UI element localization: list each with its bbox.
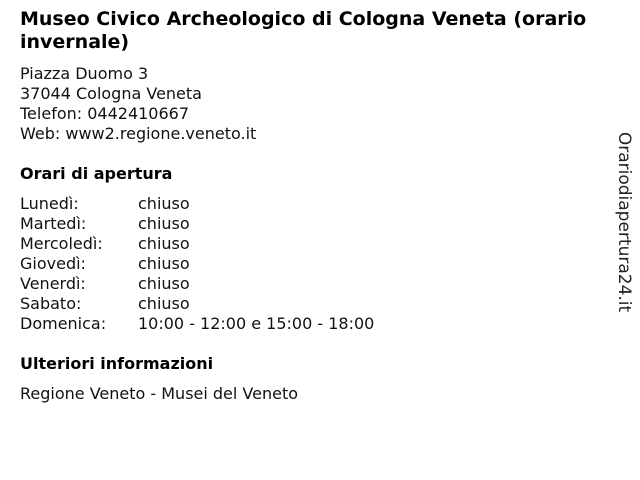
hours-value: chiuso [138, 294, 190, 313]
day-label: Martedì: [20, 214, 87, 233]
hours-value: chiuso [138, 214, 190, 233]
hours-row-friday [20, 274, 610, 294]
hours-value: chiuso [138, 254, 190, 273]
hours-row-saturday [20, 294, 610, 314]
day-label: Domenica: [20, 314, 107, 333]
address-city: 37044 Cologna Veneta [20, 84, 202, 103]
more-info-heading: Ulteriori informazioni [20, 354, 214, 373]
day-label: Giovedì: [20, 254, 86, 273]
hours-row-tuesday [20, 214, 610, 234]
day-label: Venerdì: [20, 274, 86, 293]
hours-row-wednesday [20, 234, 610, 254]
address-street: Piazza Duomo 3 [20, 64, 149, 83]
day-label: Lunedì: [20, 194, 79, 213]
day-label: Mercoledì: [20, 234, 103, 253]
hours-row-thursday [20, 254, 610, 274]
page-content [20, 8, 610, 404]
hours-row-monday [20, 194, 610, 214]
more-info-link[interactable]: Regione Veneto - Musei del Veneto [20, 384, 299, 403]
hours-value: 10:00 - 12:00 e 15:00 - 18:00 [138, 314, 375, 333]
day-label: Sabato: [20, 294, 82, 313]
site-watermark: Orariodiapertura24.it [614, 131, 634, 313]
hours-value: chiuso [138, 234, 190, 253]
page-title: Museo Civico Archeologico di Cologna Veneta (orario invernale) [20, 8, 587, 53]
opening-hours-heading: Orari di apertura [20, 164, 173, 183]
hours-value: chiuso [138, 274, 190, 293]
address-block [20, 64, 610, 144]
hours-value: chiuso [138, 194, 190, 213]
website-link[interactable]: Web: www2.regione.veneto.it [20, 124, 257, 143]
opening-hours-list [20, 194, 610, 334]
phone-number[interactable]: Telefon: 0442410667 [20, 104, 190, 123]
hours-row-sunday [20, 314, 610, 334]
